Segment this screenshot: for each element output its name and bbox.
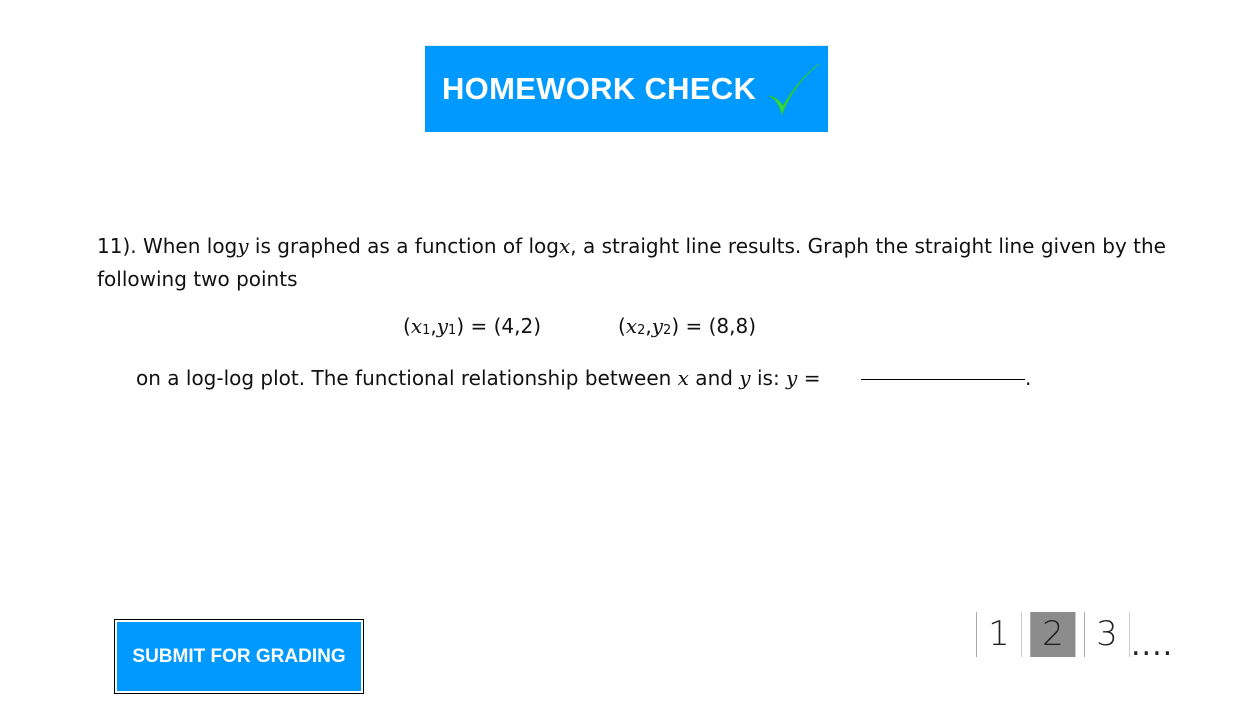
answer-underline xyxy=(861,379,1025,380)
math-variable-x: x xyxy=(677,366,689,390)
math-variable-y: y xyxy=(739,366,751,390)
question-text xyxy=(97,230,1187,296)
math-variable: y xyxy=(651,314,664,338)
question-text-part: , a straight line results. Graph the straight line given by the following two points xyxy=(97,234,1166,291)
point-2: (x2,y2) = (8,8) xyxy=(618,314,757,338)
math-variable-x: x xyxy=(558,234,571,258)
pagination-ellipsis: .... xyxy=(1131,628,1174,663)
page-button-3[interactable]: 3 xyxy=(1084,612,1130,657)
prompt-text-part: = xyxy=(797,366,821,390)
math-variable: x xyxy=(410,314,423,338)
page-button-1[interactable]: 1 xyxy=(976,612,1022,657)
prompt-text-part: on a log-log plot. The functional relationship between xyxy=(136,366,678,390)
pagination xyxy=(976,612,1138,657)
point-value: = (8,8) xyxy=(679,314,757,338)
subscript: 2 xyxy=(637,323,646,338)
math-variable: y xyxy=(436,314,449,338)
page-title: HOMEWORK CHECK xyxy=(442,71,757,106)
prompt-text-part: and xyxy=(688,366,740,390)
subscript: 1 xyxy=(422,323,431,338)
math-variable-y: y xyxy=(237,234,249,258)
answer-period: . xyxy=(1025,366,1032,390)
point-value: = (4,2) xyxy=(464,314,542,338)
prompt-text-part: is: xyxy=(750,366,787,390)
question-text-part: When log xyxy=(136,234,238,258)
page-button-2[interactable]: 2 xyxy=(1030,612,1076,657)
answer-input[interactable] xyxy=(861,356,1029,380)
math-variable: x xyxy=(625,314,638,338)
subscript: 2 xyxy=(663,323,672,338)
point-1: (x1,y1) = (4,2) xyxy=(403,314,542,338)
subscript: 1 xyxy=(448,323,457,338)
relationship-prompt xyxy=(136,366,820,390)
question-text-part: is graphed as a function of log xyxy=(248,234,559,258)
submit-for-grading-button[interactable]: SUBMIT FOR GRADING xyxy=(114,619,364,694)
question-number: 11). xyxy=(97,234,137,258)
check-mark-icon xyxy=(765,62,821,120)
math-variable-y: y xyxy=(786,366,798,390)
